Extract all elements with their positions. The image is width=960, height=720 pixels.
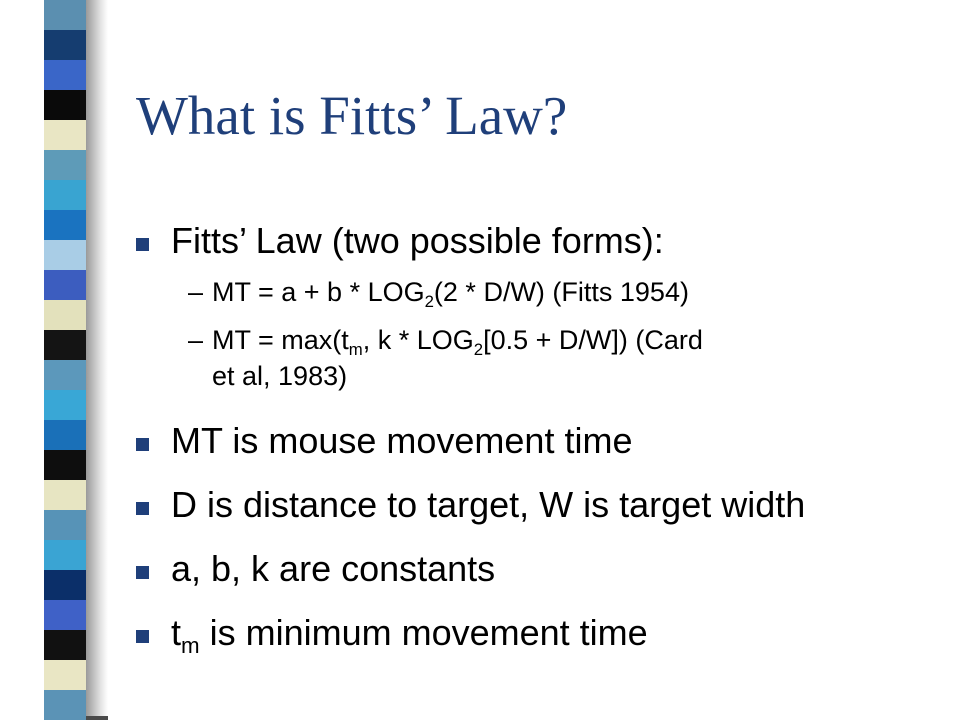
slide-content: [136, 220, 936, 658]
stripe-block: [44, 180, 86, 210]
stripe-block: [44, 420, 86, 450]
subscript: m: [181, 632, 200, 658]
sub-bullet-form-2: [136, 322, 936, 394]
slide-title: What is Fitts’ Law?: [136, 85, 568, 146]
bullet-tm-definition: [136, 612, 936, 658]
text-part: t: [171, 612, 182, 653]
bullet-text: MT is mouse movement time: [171, 420, 633, 461]
stripe-shadow: [86, 0, 108, 720]
bullet-text: D is distance to target, W is target width: [171, 484, 806, 525]
stripe-block: [44, 210, 86, 240]
square-bullet-icon: [136, 566, 149, 579]
stripe-block: [44, 300, 86, 330]
stripe-block: [44, 570, 86, 600]
subscript: 2: [473, 339, 484, 359]
bullet-d-w-definition: [136, 484, 936, 526]
dash-marker: –: [188, 325, 204, 355]
stripe-block: [44, 0, 86, 30]
bullet-text: a, b, k are constants: [171, 548, 496, 589]
stripe-block: [44, 540, 86, 570]
stripe-block: [44, 90, 86, 120]
stripe-block: [44, 330, 86, 360]
sub-bullet-form-1: [136, 274, 936, 310]
bullet-text: Fitts’ Law (two possible forms):: [171, 220, 664, 261]
formula-text: MT = max(t: [212, 325, 349, 355]
formula-text: [0.5 + D/W]) (Card: [483, 325, 703, 355]
stripe-block: [44, 390, 86, 420]
stripe-block: [44, 600, 86, 630]
square-bullet-icon: [136, 238, 149, 251]
subscript: 2: [424, 291, 434, 311]
square-bullet-icon: [136, 438, 149, 451]
formula-text: (2 * D/W) (Fitts 1954): [433, 277, 689, 307]
square-bullet-icon: [136, 630, 149, 643]
stripe-block: [44, 660, 86, 690]
stripe-block: [44, 510, 86, 540]
bullet-text: [171, 612, 648, 658]
stripe-block: [44, 30, 86, 60]
stripe-block: [44, 240, 86, 270]
stripe-block: [44, 270, 86, 300]
stripe-block: [44, 60, 86, 90]
dash-marker: –: [188, 277, 204, 307]
bullet-mt-definition: [136, 420, 936, 462]
stripe-block: [44, 360, 86, 390]
formula-text: et al, 1983): [212, 361, 348, 391]
bullet-fitts-law: [136, 220, 936, 262]
stripe-foot: [86, 716, 108, 720]
square-bullet-icon: [136, 502, 149, 515]
stripe-block: [44, 150, 86, 180]
text-part: is minimum movement time: [199, 612, 648, 653]
decorative-color-stripe: [44, 0, 86, 720]
stripe-block: [44, 450, 86, 480]
bullet-constants: [136, 548, 936, 590]
formula-text: MT = a + b * LOG: [212, 277, 425, 307]
stripe-block: [44, 630, 86, 660]
stripe-block: [44, 690, 86, 720]
stripe-block: [44, 120, 86, 150]
stripe-block: [44, 480, 86, 510]
subscript: m: [348, 339, 363, 359]
formula-text: , k * LOG: [362, 325, 474, 355]
